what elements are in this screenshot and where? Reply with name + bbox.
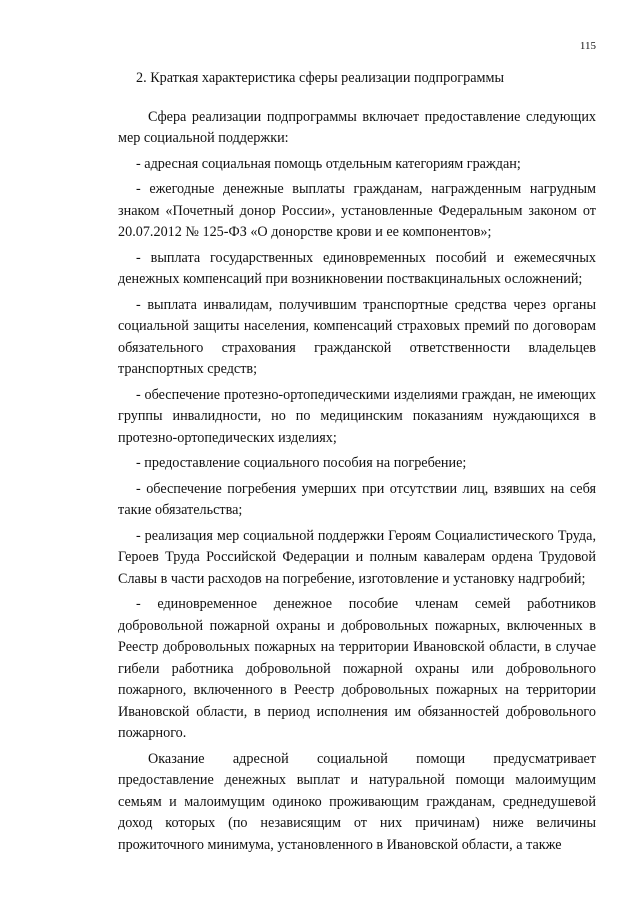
list-item: - единовременное денежное пособие членам семей работников добровольной пожарной охраны и добровольных пожарных, включенных в Реестр добровольных пожарных на территории Ивановской области, в случае гибели работника добровольной пожарной охраны или добровольного пожарного, включенного в Реестр добровольных пожарных на территории Ивановской области, в период исполнения им обязанностей добровольного пожарного.	[118, 596, 596, 741]
paragraph-assistance: Оказание адресной социальной помощи предусматривает предоставление денежных выплат и натуральной помощи малоимущим семьям и малоимущим одиноко проживающим гражданам, среднедушевой доход которых (по независящим от них причинам) ниже величины прожиточного минимума, установленного в Ивановской области, а также	[118, 750, 596, 853]
list-item: - адресная социальная помощь отдельным категориям граждан;	[136, 155, 521, 172]
list-item: - предоставление социального пособия на погребение;	[136, 455, 467, 471]
page-number: 115	[579, 40, 596, 52]
paragraph-intro: Сфера реализации подпрограммы включает предоставление следующих мер социальной поддержки:	[118, 108, 596, 146]
list-item: - выплата государственных единовременных пособий и ежемесячных денежных компенсаций при возникновении поствакцинальных осложнений;	[118, 249, 596, 287]
list-item: - выплата инвалидам, получившим транспортные средства через органы социальной защиты населения, компенсаций страховых премий по договорам обязательного страхования гражданской ответственности владельцев транспортных средств;	[118, 296, 596, 377]
list-item: - ежегодные денежные выплаты гражданам, награжденным нагрудным знаком «Почетный донор России», установленные Федеральным законом от 20.07.2012 № 125-ФЗ «О донорстве крови и ее компонентов»;	[118, 181, 596, 240]
document-body	[118, 68, 596, 860]
section-heading: 2. Краткая характеристика сферы реализации подпрограммы	[136, 70, 505, 86]
list-item: - обеспечение погребения умерших при отсутствии лиц, взявших на себя такие обязательства;	[118, 480, 596, 518]
list-item: - обеспечение протезно-ортопедическими изделиями граждан, не имеющих группы инвалидности, но по медицинским показаниям нуждающихся в протезно-ортопедических изделиях;	[118, 386, 596, 446]
list-item: - реализация мер социальной поддержки Героям Социалистического Труда, Героев Труда Российской Федерации и полным кавалерам ордена Трудовой Славы в части расходов на погребение, изготовление и установку надгробий;	[118, 527, 596, 587]
